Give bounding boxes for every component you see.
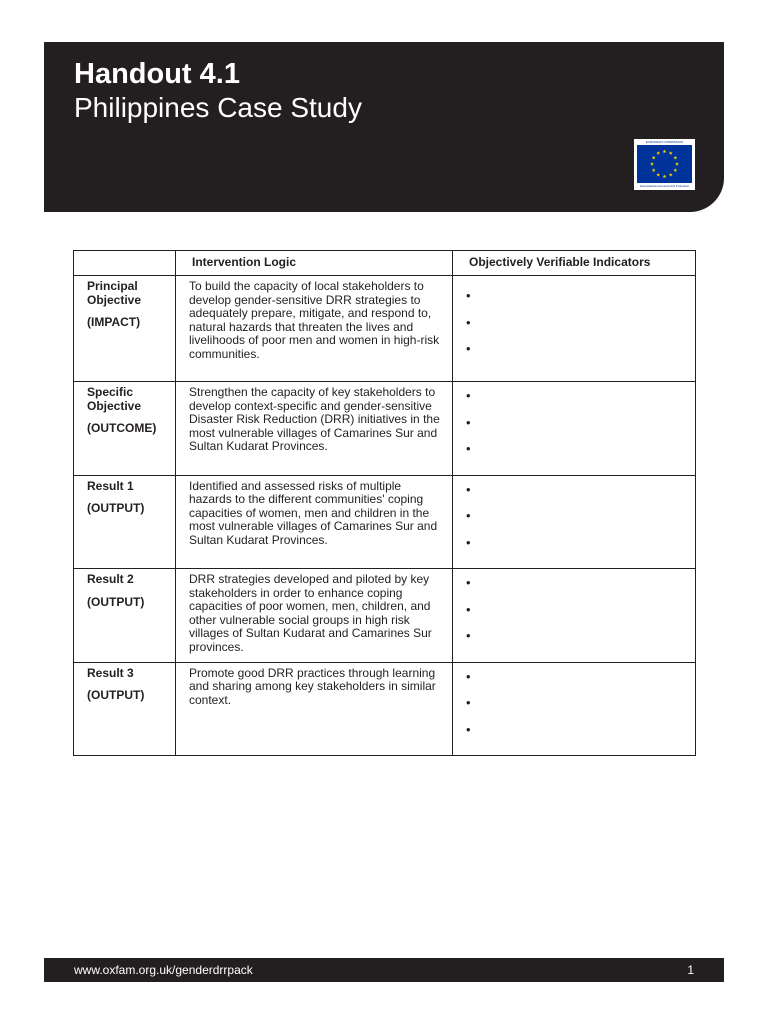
row-level: (IMPACT) bbox=[87, 315, 141, 329]
table-header-row bbox=[74, 251, 696, 276]
row-heading bbox=[74, 382, 176, 476]
footer-url-link[interactable]: www.oxfam.org.uk/genderdrrpack bbox=[74, 963, 253, 977]
indicator-bullet: • bbox=[466, 721, 471, 737]
indicator-bullet: • bbox=[466, 601, 471, 617]
indicator-bullet: • bbox=[466, 441, 471, 456]
row-level: (OUTPUT) bbox=[87, 501, 145, 515]
row-label: Result 1 bbox=[87, 478, 134, 493]
row-heading bbox=[74, 569, 176, 663]
intervention-logic-cell: Identified and assessed risks of multiple hazards to the different communities' coping capacities of women, men and children in the most vulnerable villages of Camarines Sur and Sultan Kudarat Provinces. bbox=[176, 475, 453, 569]
row-label: Principal Objective bbox=[87, 279, 142, 307]
page-title: Handout 4.1 bbox=[74, 58, 240, 90]
indicator-bullet: • bbox=[466, 628, 471, 643]
row-level: (OUTPUT) bbox=[87, 688, 145, 702]
indicator-bullet: • bbox=[466, 341, 471, 356]
row-label: Result 2 bbox=[87, 572, 134, 586]
table-row bbox=[74, 276, 696, 382]
indicator-bullet: • bbox=[466, 534, 471, 550]
indicator-bullet: • bbox=[466, 481, 471, 497]
table-row bbox=[74, 475, 696, 569]
table-row bbox=[74, 662, 696, 756]
indicator-bullet: • bbox=[466, 668, 471, 684]
table-row bbox=[74, 569, 696, 663]
header-cell-blank bbox=[74, 251, 176, 276]
indicator-bullet: • bbox=[466, 288, 471, 303]
logframe-table bbox=[73, 250, 696, 756]
indicator-bullet: • bbox=[466, 575, 471, 590]
header-banner bbox=[44, 42, 724, 212]
row-label: Specific Objective bbox=[87, 385, 142, 413]
intervention-logic-cell: Promote good DRR practices through learning and sharing among key stakeholders in similar context. bbox=[176, 662, 453, 756]
footer-bar bbox=[44, 958, 724, 982]
row-heading bbox=[74, 276, 176, 382]
indicator-bullet: • bbox=[466, 414, 471, 430]
logo-caption-top: EUROPEAN COMMISSION bbox=[645, 140, 684, 144]
indicator-bullet: • bbox=[466, 508, 471, 523]
row-level: (OUTCOME) bbox=[87, 421, 157, 435]
header-verifiable-indicators: Objectively Verifiable Indicators bbox=[453, 251, 696, 276]
indicators-cell bbox=[453, 662, 696, 756]
eu-flag-icon bbox=[637, 145, 692, 183]
intervention-logic-cell: To build the capacity of local stakeholders to develop gender-sensitive DRR strategies to adequately prepare, mitigate, and respond to, natural hazards that threaten the lives and livelihoods of poor men and women in high-risk communities. bbox=[176, 276, 453, 382]
row-heading bbox=[74, 475, 176, 569]
indicator-bullet: • bbox=[466, 388, 471, 403]
european-commission-logo bbox=[634, 139, 695, 190]
indicators-cell bbox=[453, 475, 696, 569]
intervention-logic-cell: DRR strategies developed and piloted by key stakeholders in order to enhance coping capacities of poor women, men, children, and other vulnerable social groups in high risk villages of Sultan Kudarat and Camarines Sur provinces. bbox=[176, 569, 453, 663]
indicators-cell bbox=[453, 276, 696, 382]
row-heading bbox=[74, 662, 176, 756]
indicators-cell bbox=[453, 569, 696, 663]
indicator-bullet: • bbox=[466, 314, 471, 330]
header-intervention-logic: Intervention Logic bbox=[176, 251, 453, 276]
page-number: 1 bbox=[687, 963, 694, 977]
table-row bbox=[74, 382, 696, 476]
logo-caption-bottom: Humanitarian Aid and Civil Protection bbox=[639, 184, 690, 188]
row-level: (OUTPUT) bbox=[87, 594, 145, 609]
intervention-logic-cell: Strengthen the capacity of key stakeholders to develop context-specific and gender-sensitive Disaster Risk Reduction (DRR) initiatives in the most vulnerable villages of Camarines Sur and Sultan Kudarat Provinces. bbox=[176, 382, 453, 476]
indicators-cell bbox=[453, 382, 696, 476]
page-subtitle: Philippines Case Study bbox=[74, 92, 362, 123]
row-label: Result 3 bbox=[87, 665, 134, 680]
indicator-bullet: • bbox=[466, 695, 471, 710]
